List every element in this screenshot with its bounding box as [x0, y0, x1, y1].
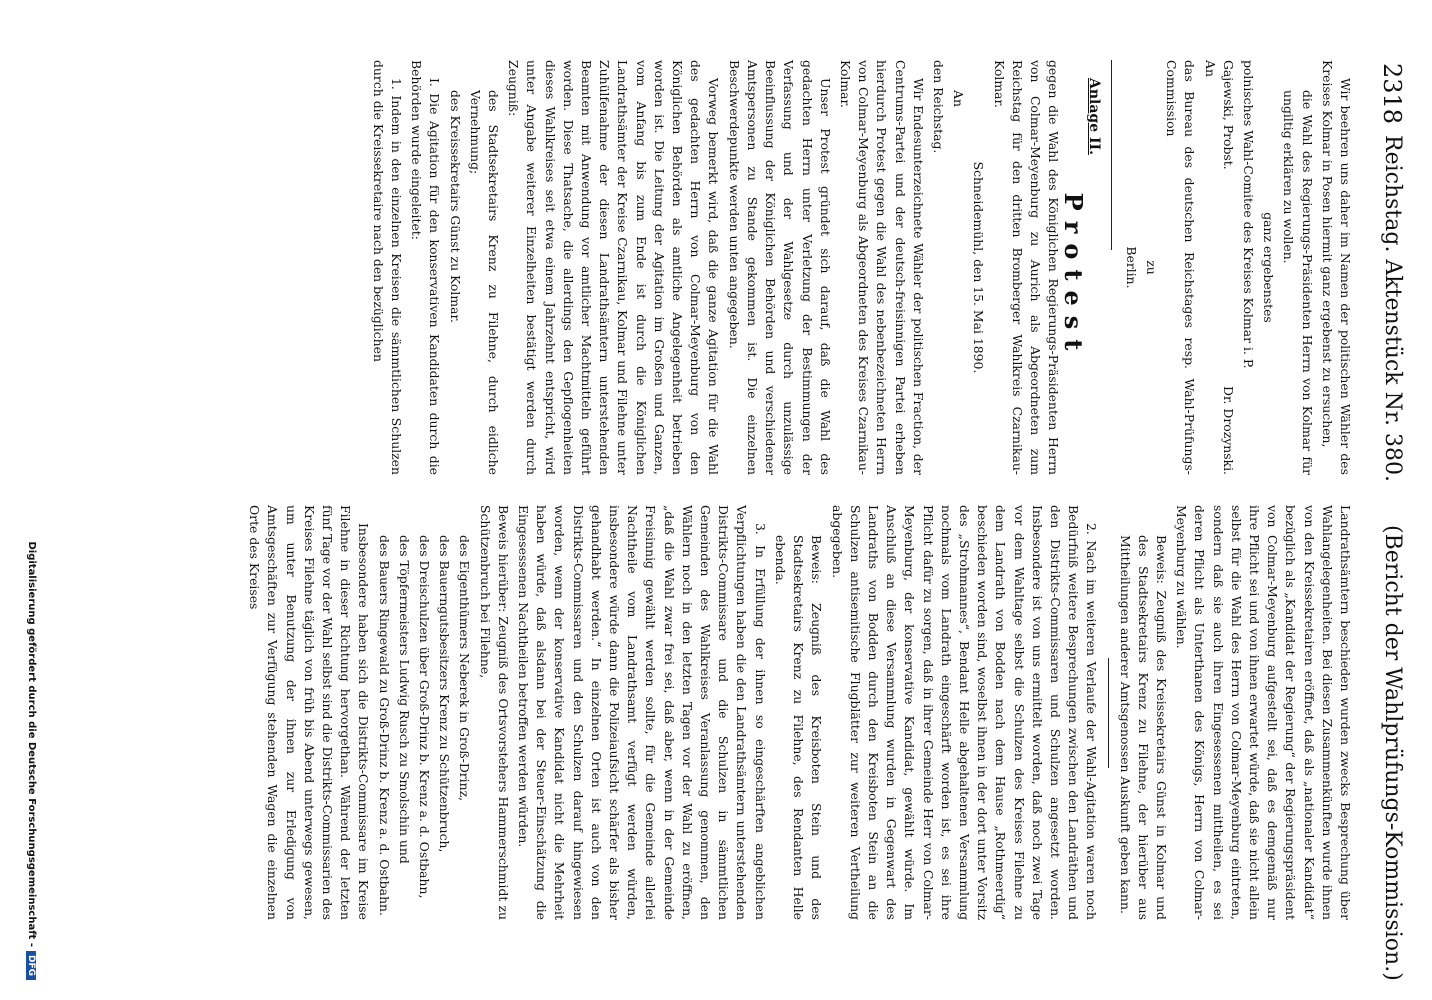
- evidence-item: des Bauers Ringewald zu Groß-Drinz b. Krenz a. d. Ostbahn.: [376, 535, 392, 916]
- divider: [1111, 60, 1112, 250]
- evidence-item: des Bauerngutsbesitzers Krenz zu Schützenbruch,: [437, 535, 453, 853]
- paragraph: 1. Indem in den einzelnen Kreisen die sämmtlichen Schulzen durch die Kreissekretaire nach den bezüglichen: [370, 60, 405, 475]
- paragraph: Wir Endesunterzeichnete Wähler der politischen Fraction, der Centrums-Partei und der deutsch-freisinnigen Partei erheben hierdurch Protest gegen die Wahl des nebenbezeichneten Herrn von Colmar-Meyenburg als Abgeordneten des Kreises Czarnikau-Kolmar.: [837, 60, 926, 475]
- right-column: [84, 505, 1354, 920]
- page-header: [1370, 55, 1414, 981]
- header-left: Reichstag. Aktenstück Nr. 380.: [1380, 135, 1405, 482]
- evidence-item: des Eigenthümers Neberek in Groß-Drinz,: [457, 535, 473, 802]
- dfg-logo: DFG: [27, 951, 37, 980]
- evidence: Beweis: Zeugniß des Kreissekretairs Günst in Kolmar und des Stadtsekretairs Krenz zu Filehne, der hierüber aus Mittheilungen anderer Amtsgenossen Auskunft geben kann.: [1117, 535, 1169, 920]
- address-line: zu: [1143, 260, 1159, 275]
- place-date: Schneidemühl, den 15. Mai 1890.: [971, 161, 987, 374]
- signature-left: Gajewski, Probst.: [1220, 60, 1236, 170]
- header-right: (Bericht der Wahlprüfungs-Kommission.): [1380, 525, 1405, 981]
- signatures: [1219, 60, 1237, 475]
- paragraph: Vorweg bemerkt wird, daß die ganze Agitation für die Wahl des gedachten Herrn von Colmar-Meyenburg von den Königlichen Behörden als amtliche Angelegenheit betrieben worden ist. Die Leitung der Agitation im Großen und Ganzen, vom Anfang bis zum Ende ist durch die Königlichen Landrathsämter der Kreise Czarnikau, Kolmar und Filehne unter Zuhülfenahme der diesen Landrathsämtern unterstehenden Beamten mit Anwendung vor amtlicher Machtmitteln geführt worden. Diese Thatsache, die allerdings den Gepflogenheiten dieses Wahlkreises seit etwa einem Jahrzehnt entspricht, wird unter Angabe weiterer Einzelheiten bestätigt werden durch Zeugniß:: [506, 60, 722, 475]
- paragraph: des Stadtsekretairs Krenz zu Filehne, durch eidliche Vernehmung;: [467, 90, 502, 475]
- page-number: 2318: [1378, 63, 1406, 125]
- paragraph: Landrathsämtern beschieden wurden zwecks Besprechung über Wahlangelegenheiten. Bei diesen Zusammenkünften wurde ihnen von den Kreissekretairen eröffnet, daß als „nationaler Kandidat“ bezüglich als „Kandidat der Regierung“ der Regierungspräsident von Colmar-Meyenburg aufgestellt sei, daß es demgemäß nur ihre Pflicht sei und von ihnen erwartet würde, daß sie nicht allein selbst für die Wahl des Herrn von Colmar-Meyenburg eintreten, sondern daß sie auch ihren Eingesessenen mittheilen, es sei deren Pflicht als Unterthanen des Königs, Herrn von Colmar-Meyenburg zu wählen.: [1174, 505, 1353, 920]
- paragraph: Wir beehren uns daher im Namen der politischen Wähler des Kreises Kolmar in Posen hiermit ganz ergebenst zu ersuchen,: [1319, 60, 1353, 475]
- evidence-item: des Dreischulzen über Groß-Drinz b. Krenz a. d. Ostbahn,: [417, 535, 433, 899]
- address-line: Berlin.: [1123, 246, 1139, 289]
- footer-text: Digitalisierung gefördert durch die Deutsche Forschungsgemeinschaft -: [26, 541, 37, 947]
- protest-intro: gegen die Wahl des Königlichen Regierungs-Präsidenten Herrn von Colmar-Meyenburg zu Aurich als Abgeordneten zum Reichstag für den dritten Bromberger Wahlkreis Czarnikau-Kolmar.: [991, 60, 1062, 475]
- address-line: das Bureau des deutschen Reichstages resp. Wahl-Prüfungs-Commission: [1164, 60, 1198, 475]
- left-column: [84, 60, 1354, 475]
- digitization-footer: [26, 541, 37, 980]
- section-heading: Anlage II.: [1085, 78, 1102, 155]
- paragraph: I. Die Agitation für den konservativen Kandidaten durch die Behörden wurde eingeleitet:: [409, 60, 443, 475]
- paragraph: Insbesondere haben sich die Distrikts-Commissare im Kreise Filehne in dieser Richtung hervorgethan. Während der letzten fünf Tage vor der Wahl selbst sind die Distrikts-Commissarien des Kreises Filehne täglich von früh bis Abend unterwegs gewesen, um unter Benutzung der ihnen zur Erledigung von Amtsgeschäften zur Verfügung stehenden Wagen die einzelnen Orte des Kreises: [247, 505, 372, 920]
- address-line: An: [1202, 60, 1218, 77]
- evidence-item: des Töpfermeisters Ludwig Rusch zu Smolschin und: [396, 535, 412, 864]
- addressee: den Reichstag.: [930, 60, 946, 154]
- divider: [1108, 658, 1109, 768]
- committee-name: polnisches Wahl-Comitee des Kreises Kolmar i. P.: [1240, 60, 1256, 369]
- signature-right: Dr. Drozynski.: [1220, 386, 1236, 475]
- closing-formula: ganz ergebenstes: [1261, 212, 1277, 323]
- paragraph: Unser Protest gründet sich darauf, daß die Wahl des gedachten Herrn unter Verletzung der Bestimmungen der Verfassung und der Wahlgesetze durch unzulässige Beeinflussung der Königlichen Behörden und verschiedener Amtspersonen zu Stande gekommen ist. Die einzelnen Beschwerdepunkte werden unten angegeben.: [726, 60, 833, 475]
- paragraph: 2. Nach im weiteren Verlaufe der Wahl-Agitation waren noch Bedürfniß weitere Besprechungen zwischen den Landräthen und den Distrikts-Commissaren und Schulzen angesetzt worden. Insbesondere ist von uns ermittelt worden, daß noch zwei Tage vor dem Wahltage selbst die Schulzen des Kreises Filehne zu dem Landrath von Bodden nach dem Hause „Rothmeerdig“ beschieden worden sind, woselbst ihnen in der dort unter Vorsitz des „Strohmannes“, Bendant Helle abgehaltenen Versammlung nochmals vom Landrath eingeschärft worden ist, es sei ihre Pflicht dafür zu sorgen, daß in ihrer Gemeinde Herr von Colmar-Meyenburg, der konservative Kandidat, gewählt würde. Im Anschluß an diese Versammlung wurden in Gegenwart des Landraths von Bodden durch den Kreisboten Stein an die Schulzen antisemitische Flugblätter zur weiteren Vertheilung abgegeben.: [829, 505, 1100, 920]
- addressee: An: [951, 90, 967, 107]
- paragraph: 3. In Erfüllung der ihnen so eingeschärften angeblichen Verpflichtungen haben die den Landrathsämtern unterstehenden Distrikts-Commissare und die Schulzen in sämmtlichen Gemeinden des Wahlkreises Veranlassung genommen, den Wählern noch in den letzten Tagen vor der Wahl zu eröffnen, „daß die Wahl zwar frei sei, daß aber, wenn in der Gemeinde Freisinnig gewählt werden sollte, für die Gemeinde allerlei Nachtheile vom Landrathsamt verfügt werden würden, insbesondere würde dann die Polizeiaufsicht schärfer als bisher gehandhabt werden.“ In einzelnen Orten ist auch von den Distrikts-Commissaren und den Schulzen darauf hingewiesen worden, wenn der konservative Kandidat nicht die Mehrheit haben würde, daß alsdann bei der Steuer-Einschätzung die Eingesessenen Nachtheilen betroffen werden würden.: [516, 505, 768, 920]
- paragraph: die Wahl des Regierungs-Präsidenten Herrn von Kolmar für ungiltig erklären zu wollen.: [1281, 90, 1315, 475]
- paragraph: des Kreissekretairs Günst zu Kolmar.: [447, 90, 463, 323]
- evidence: Beweis: Zeugniß des Kreisboten Stein und des Stadtsekretairs Krenz zu Filehne, des Rendanten Helle ebenda.: [772, 535, 825, 920]
- evidence: Beweis hierüber: Zeugniß des Ortsvorstehers Hammerschmidt zu Schützenbruch bei Filehne,: [477, 505, 511, 920]
- protest-title: Protest: [1059, 192, 1089, 361]
